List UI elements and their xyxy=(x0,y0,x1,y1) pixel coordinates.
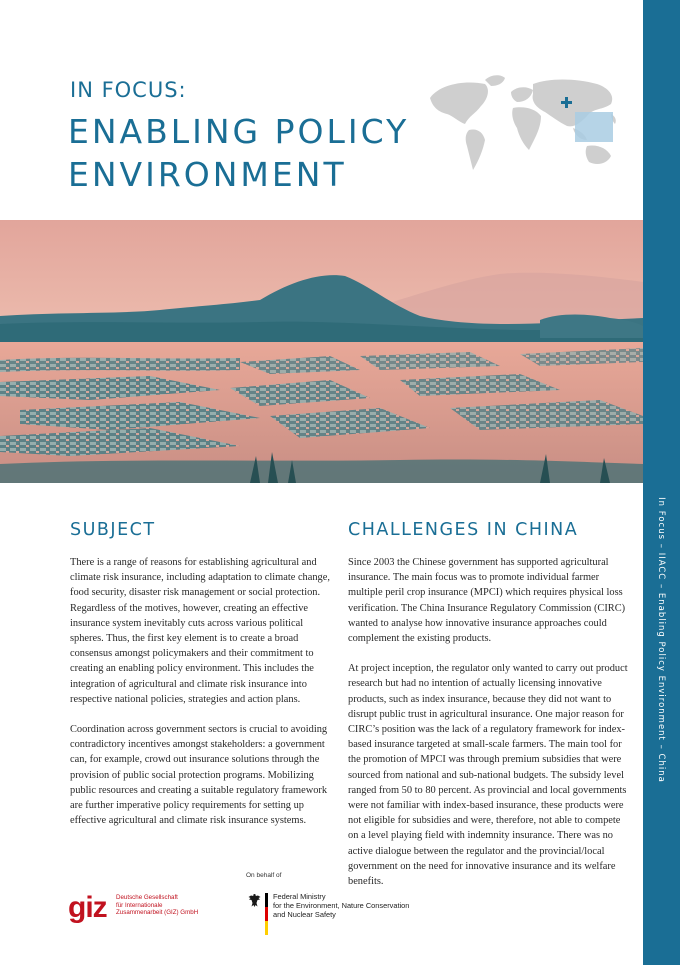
sidebar-caption: In Focus – IIACC – Enabling Policy Environment – China xyxy=(656,497,666,783)
federal-eagle-icon xyxy=(248,893,261,908)
bmu-name-line-1: Federal Ministry xyxy=(273,892,326,901)
german-flag-stripe xyxy=(265,893,268,935)
on-behalf-label: On behalf of xyxy=(246,872,282,879)
challenges-column xyxy=(348,555,628,904)
subject-paragraph-1: There is a range of reasons for establishing agricultural and climate risk insurance, including adaptation to climate change, food security, disaster risk management or social protection. Regardless of the motives, however, creating an effective insurance system inevitably cuts across various political spheres. Thus, the first key element is to create a broad consensus amongst policymakers and their commitment to creating an enabling policy environment. This includes the integration of agricultural and climate risk insurance into respective national policies, strategies and action plans. xyxy=(70,557,330,705)
challenges-heading: CHALLENGES IN CHINA xyxy=(348,520,579,540)
page-title-line-2: ENVIRONMENT xyxy=(68,155,347,194)
giz-name-line-2: für Internationale xyxy=(116,901,163,909)
page-title xyxy=(68,110,428,196)
challenges-paragraph-1: Since 2003 the Chinese government has supported agricultural insurance. The main focus was to promote individual farmer multiple peril crop insurance (MPCI) which requires physical loss verification. The China Insurance Regulatory Commission (CIRC) wanted to analyse how innovative insurance approaches could complement the existing products. xyxy=(348,557,626,645)
subject-heading: SUBJECT xyxy=(70,520,156,540)
world-map-icon xyxy=(425,70,625,180)
giz-name xyxy=(116,894,198,917)
page-title-line-1: ENABLING POLICY xyxy=(68,112,410,151)
hero-photo xyxy=(0,220,643,483)
subject-paragraph-2: Coordination across government sectors is crucial to avoiding contradictory incentives amongst stakeholders: a government can, for example, crowd out insurance solutions through the provision of public social protection programs. Mobilizing public resources and creating a suitable regulatory framework are further imperative policy requirements for setting up effective agricultural and climate risk insurance systems. xyxy=(70,724,328,827)
bmu-name-line-3: and Nuclear Safety xyxy=(273,909,336,919)
challenges-paragraph-2: At project inception, the regulator only wanted to carry out product research but had no intention of actually licensing innovative products, such as index insurance, because they did not want to disrupt public trust in agricultural insurance. One major reason for CIRC’s position was the lack of a regulatory framework for index-based insurance targeted at small-scale farmers. The main tool for the promotion of MPCI was through premium subsidies that were sourced from national and sub-national budgets. The subsidy level ranged from 50 to 80 percent. As provincial and local governments were not familiar with index-based insurance, these products were not eligible for subsidies and were, therefore, not able to compete on a level playing field with indemnity insurance. There was no active dialogue between the regulator and the provincial/local government on the need for innovative insurance and its welfare benefits. xyxy=(348,663,628,888)
giz-name-line-3: Zusammenarbeit (GIZ) GmbH xyxy=(116,909,199,917)
bmu-name xyxy=(273,893,409,919)
sidebar-band xyxy=(643,0,680,965)
giz-name-line-1: Deutsche Gesellschaft xyxy=(116,894,178,901)
kicker-label: IN FOCUS: xyxy=(70,78,187,102)
subject-column xyxy=(70,555,335,843)
bmu-name-line-2: for the Environment, Nature Conservation xyxy=(273,900,410,910)
giz-logo: giz xyxy=(68,891,107,924)
